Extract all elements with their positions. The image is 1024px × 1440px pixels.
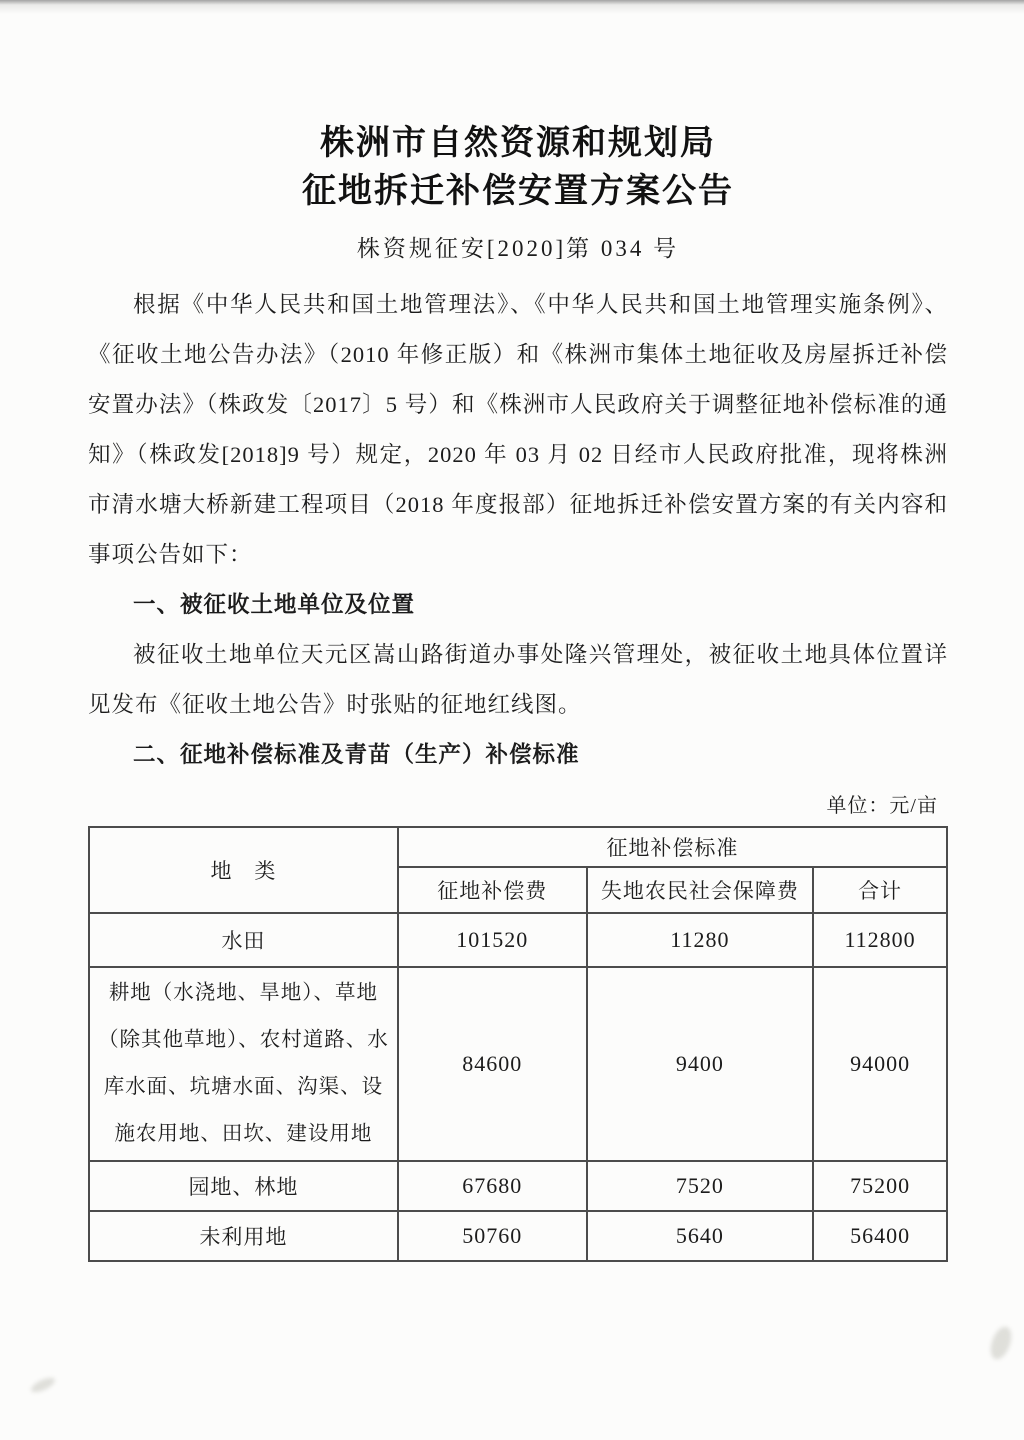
table-row [89,1211,947,1261]
cell-social-security-fee: 9400 [587,967,814,1161]
section1-paragraph: 被征收土地单位天元区嵩山路街道办事处隆兴管理处，被征收土地具体位置详见发布《征收土地公告》时张贴的征地红线图。 [88,642,948,717]
cell-compensation-fee: 84600 [398,967,587,1161]
scan-speck-artifact [29,1375,57,1395]
cell-land-type: 耕地（水浇地、旱地）、草地（除其他草地）、农村道路、水库水面、坑塘水面、沟渠、设施农用地、田坎、建设用地 [89,967,398,1161]
cell-land-type: 园地、林地 [89,1161,398,1211]
header-compensation-standard-group: 征地补偿标准 [398,827,947,867]
document-title-line2: 征地拆迁补偿安置方案公告 [302,173,734,210]
header-social-security-fee: 失地农民社会保障费 [587,867,814,913]
document-title-line1: 株洲市自然资源和规划局 [320,125,716,162]
document-content [88,0,948,1262]
cell-compensation-fee: 67680 [398,1161,587,1211]
cell-land-type: 水田 [89,913,398,967]
cell-total: 75200 [813,1161,947,1211]
header-compensation-fee: 征地补偿费 [398,867,587,913]
table-row [89,967,947,1161]
cell-compensation-fee: 50760 [398,1211,587,1261]
table-row [89,1161,947,1211]
header-total: 合计 [813,867,947,913]
cell-compensation-fee: 101520 [398,913,587,967]
table-row [89,913,947,967]
table-header-row-group [89,827,947,867]
scan-speck-artifact [987,1324,1016,1362]
cell-total: 112800 [813,913,947,967]
cell-total: 56400 [813,1211,947,1261]
cell-land-type: 未利用地 [89,1211,398,1261]
intro-paragraph: 根据《中华人民共和国土地管理法》、《中华人民共和国土地管理实施条例》、《征收土地公告办法》（2010 年修正版）和《株洲市集体土地征收及房屋拆迁补偿安置办法》（株政发〔2017〕5 号）和《株洲市人民政府关于调整征地补偿标准的通知》（株政发[2018]9 号）规定，2020 年 03 月 02 日经市人民政府批准，现将株洲市清水塘大桥新建工程项目（2018 年度报部）征地拆迁补偿安置方案的有关内容和事项公告如下： [88,292,948,567]
cell-social-security-fee: 11280 [587,913,814,967]
cell-total: 94000 [813,967,947,1161]
section1-heading: 一、被征收土地单位及位置 [133,592,416,617]
cell-social-security-fee: 5640 [587,1211,814,1261]
section2-heading: 二、征地补偿标准及青苗（生产）补偿标准 [133,742,580,767]
document-number: 株资规征安[2020]第 034 号 [356,236,680,261]
table-unit-label: 单位：元/亩 [826,795,938,817]
compensation-table [88,826,948,1262]
header-land-type: 地 类 [89,827,398,913]
cell-social-security-fee: 7520 [587,1161,814,1211]
